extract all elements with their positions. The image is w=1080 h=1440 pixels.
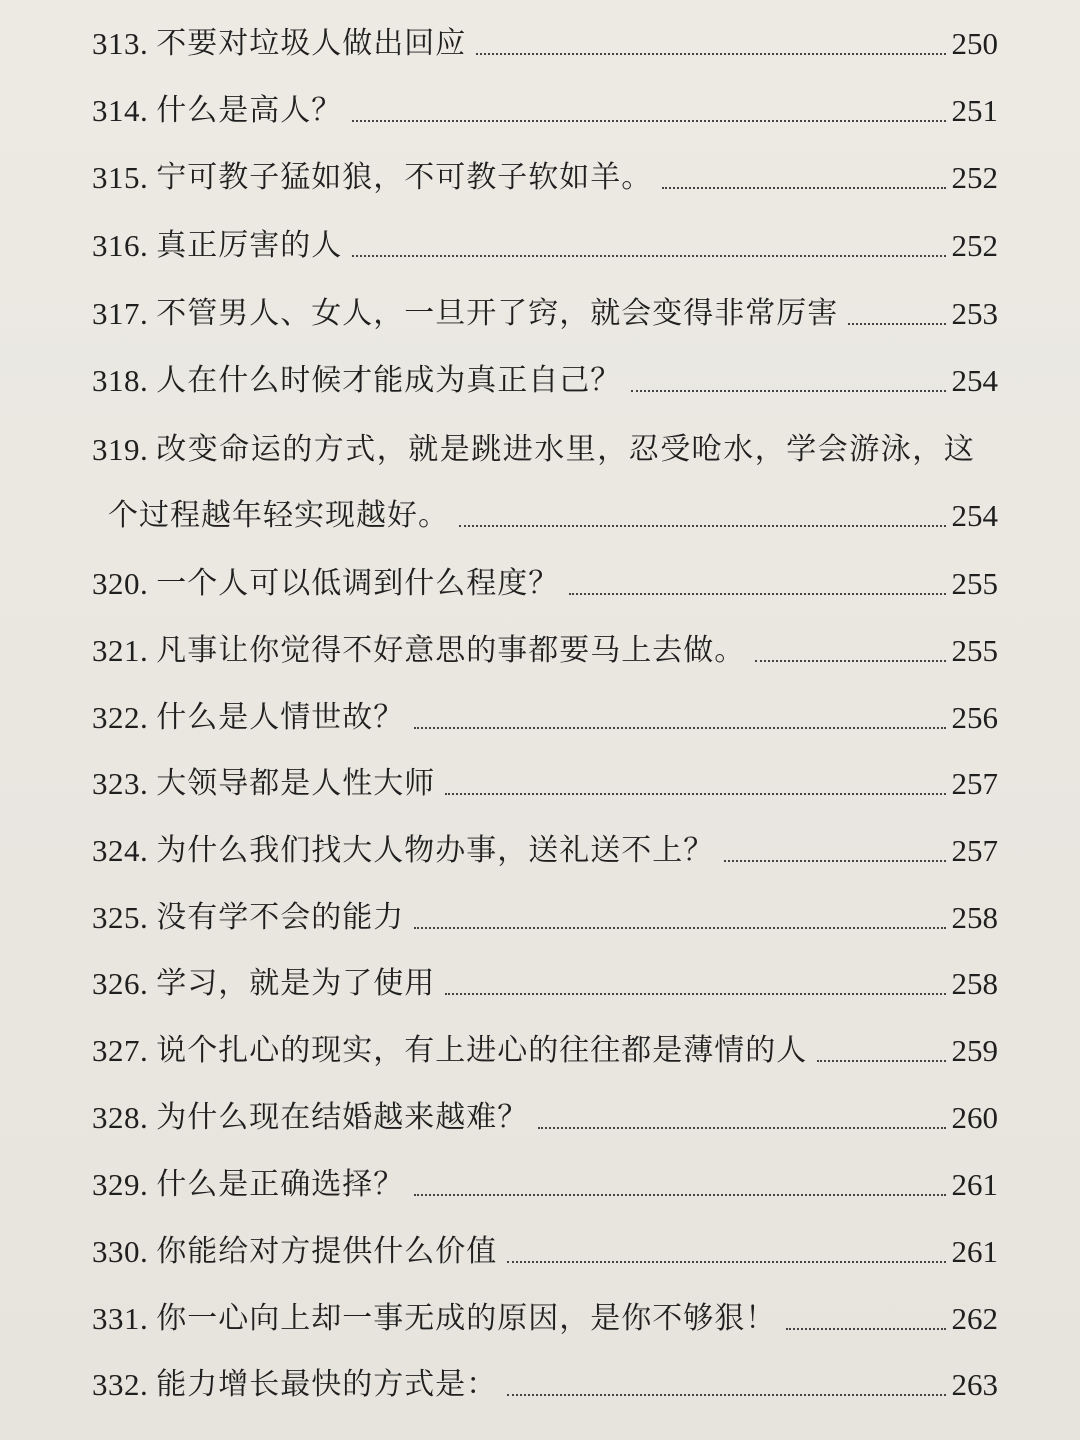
toc-entry-continuation [108,494,998,538]
entry-page: 254 [951,498,998,533]
toc-entry [92,896,998,940]
entry-number: 314. [92,93,149,128]
dot-leader [445,993,945,995]
entry-title: 人在什么时候才能成为真正自己？ [156,363,622,398]
entry-title: 凡事让你觉得不好意思的事都要马上去做。 [156,633,746,668]
entry-page: 255 [951,566,998,601]
entry-number: 332. [92,1367,149,1402]
entry-page: 252 [951,160,998,195]
entry-title: 没有学不会的能力 [156,900,405,935]
dot-leader [507,1261,945,1263]
entry-title: 改变命运的方式，就是跳进水里，忍受呛水，学会游泳，这 [156,432,976,467]
dot-leader [786,1328,945,1330]
entry-title: 什么是人情世故？ [156,700,405,735]
entry-page: 260 [951,1100,998,1135]
entry-title: 为什么我们找大人物办事，送礼送不上？ [156,833,715,868]
toc-entry [92,428,998,472]
dot-leader [352,120,945,122]
entry-page: 262 [951,1301,998,1336]
entry-number: 325. [92,900,149,935]
toc-entry [92,1029,998,1073]
entry-title: 什么是正确选择？ [156,1167,405,1202]
entry-page: 261 [951,1234,998,1269]
entry-number: 330. [92,1234,149,1269]
dot-leader [848,323,945,325]
toc-entry [92,562,998,606]
entry-number: 324. [92,833,149,868]
dot-leader [662,187,945,189]
entry-page: 259 [951,1033,998,1068]
toc-entry [92,359,998,403]
dot-leader [445,793,945,795]
entry-title: 你一心向上却一事无成的原因，是你不够狠！ [156,1301,777,1336]
entry-title: 宁可教子猛如狼，不可教子软如羊。 [156,160,653,195]
toc-entry [92,224,998,268]
entry-number: 319. [92,432,149,467]
toc-entry [92,962,998,1006]
entry-number: 331. [92,1301,149,1336]
toc-entry [92,1363,998,1407]
entry-number: 317. [92,296,149,331]
toc-entry [92,629,998,673]
entry-number: 322. [92,700,149,735]
entry-title: 不要对垃圾人做出回应 [156,26,467,61]
entry-number: 328. [92,1100,149,1135]
entry-number: 313. [92,26,149,61]
entry-number: 318. [92,363,149,398]
entry-page: 254 [951,363,998,398]
entry-page: 256 [951,700,998,735]
toc-entry [92,829,998,873]
entry-number: 323. [92,766,149,801]
entry-page: 251 [951,93,998,128]
toc-entry [92,696,998,740]
entry-page: 257 [951,766,998,801]
entry-title: 什么是高人？ [156,93,343,128]
dot-leader [755,660,945,662]
toc-entry [92,762,998,806]
toc-entry [92,156,998,200]
entry-page: 261 [951,1167,998,1202]
toc-entry [92,292,998,336]
dot-leader [817,1060,945,1062]
entry-title: 真正厉害的人 [156,228,343,263]
entry-number: 329. [92,1167,149,1202]
dot-leader [414,727,945,729]
entry-title: 说个扎心的现实，有上进心的往往都是薄情的人 [156,1033,808,1068]
dot-leader [507,1394,945,1396]
entry-title: 一个人可以低调到什么程度？ [156,566,560,601]
entry-title: 不管男人、女人，一旦开了窍，就会变得非常厉害 [156,296,839,331]
dot-leader [414,927,945,929]
toc-entry [92,89,998,133]
entry-number: 315. [92,160,149,195]
entry-title: 学习，就是为了使用 [156,966,436,1001]
toc-entry [92,1297,998,1341]
entry-title-continuation: 个过程越年轻实现越好。 [108,498,449,533]
dot-leader [352,255,945,257]
toc-entry [92,1230,998,1274]
dot-leader [538,1127,945,1129]
toc-entry [92,1096,998,1140]
entry-number: 327. [92,1033,149,1068]
dot-leader [476,53,945,55]
entry-page: 258 [951,966,998,1001]
entry-page: 252 [951,228,998,263]
dot-leader [569,593,945,595]
entry-page: 250 [951,26,998,61]
entry-number: 326. [92,966,149,1001]
entry-page: 253 [951,296,998,331]
entry-page: 263 [951,1367,998,1402]
dot-leader [724,860,945,862]
toc-entry [92,1163,998,1207]
dot-leader [631,390,945,392]
dot-leader [459,525,946,527]
dot-leader [414,1194,945,1196]
entry-title: 你能给对方提供什么价值 [156,1234,498,1269]
entry-title: 大领导都是人性大师 [156,766,436,801]
entry-title: 为什么现在结婚越来越难？ [156,1100,529,1135]
entry-number: 320. [92,566,149,601]
entry-number: 316. [92,228,149,263]
entry-page: 255 [951,633,998,668]
entry-page: 257 [951,833,998,868]
entry-title: 能力增长最快的方式是： [156,1367,498,1402]
entry-page: 258 [951,900,998,935]
toc-entry [92,22,998,66]
entry-number: 321. [92,633,149,668]
